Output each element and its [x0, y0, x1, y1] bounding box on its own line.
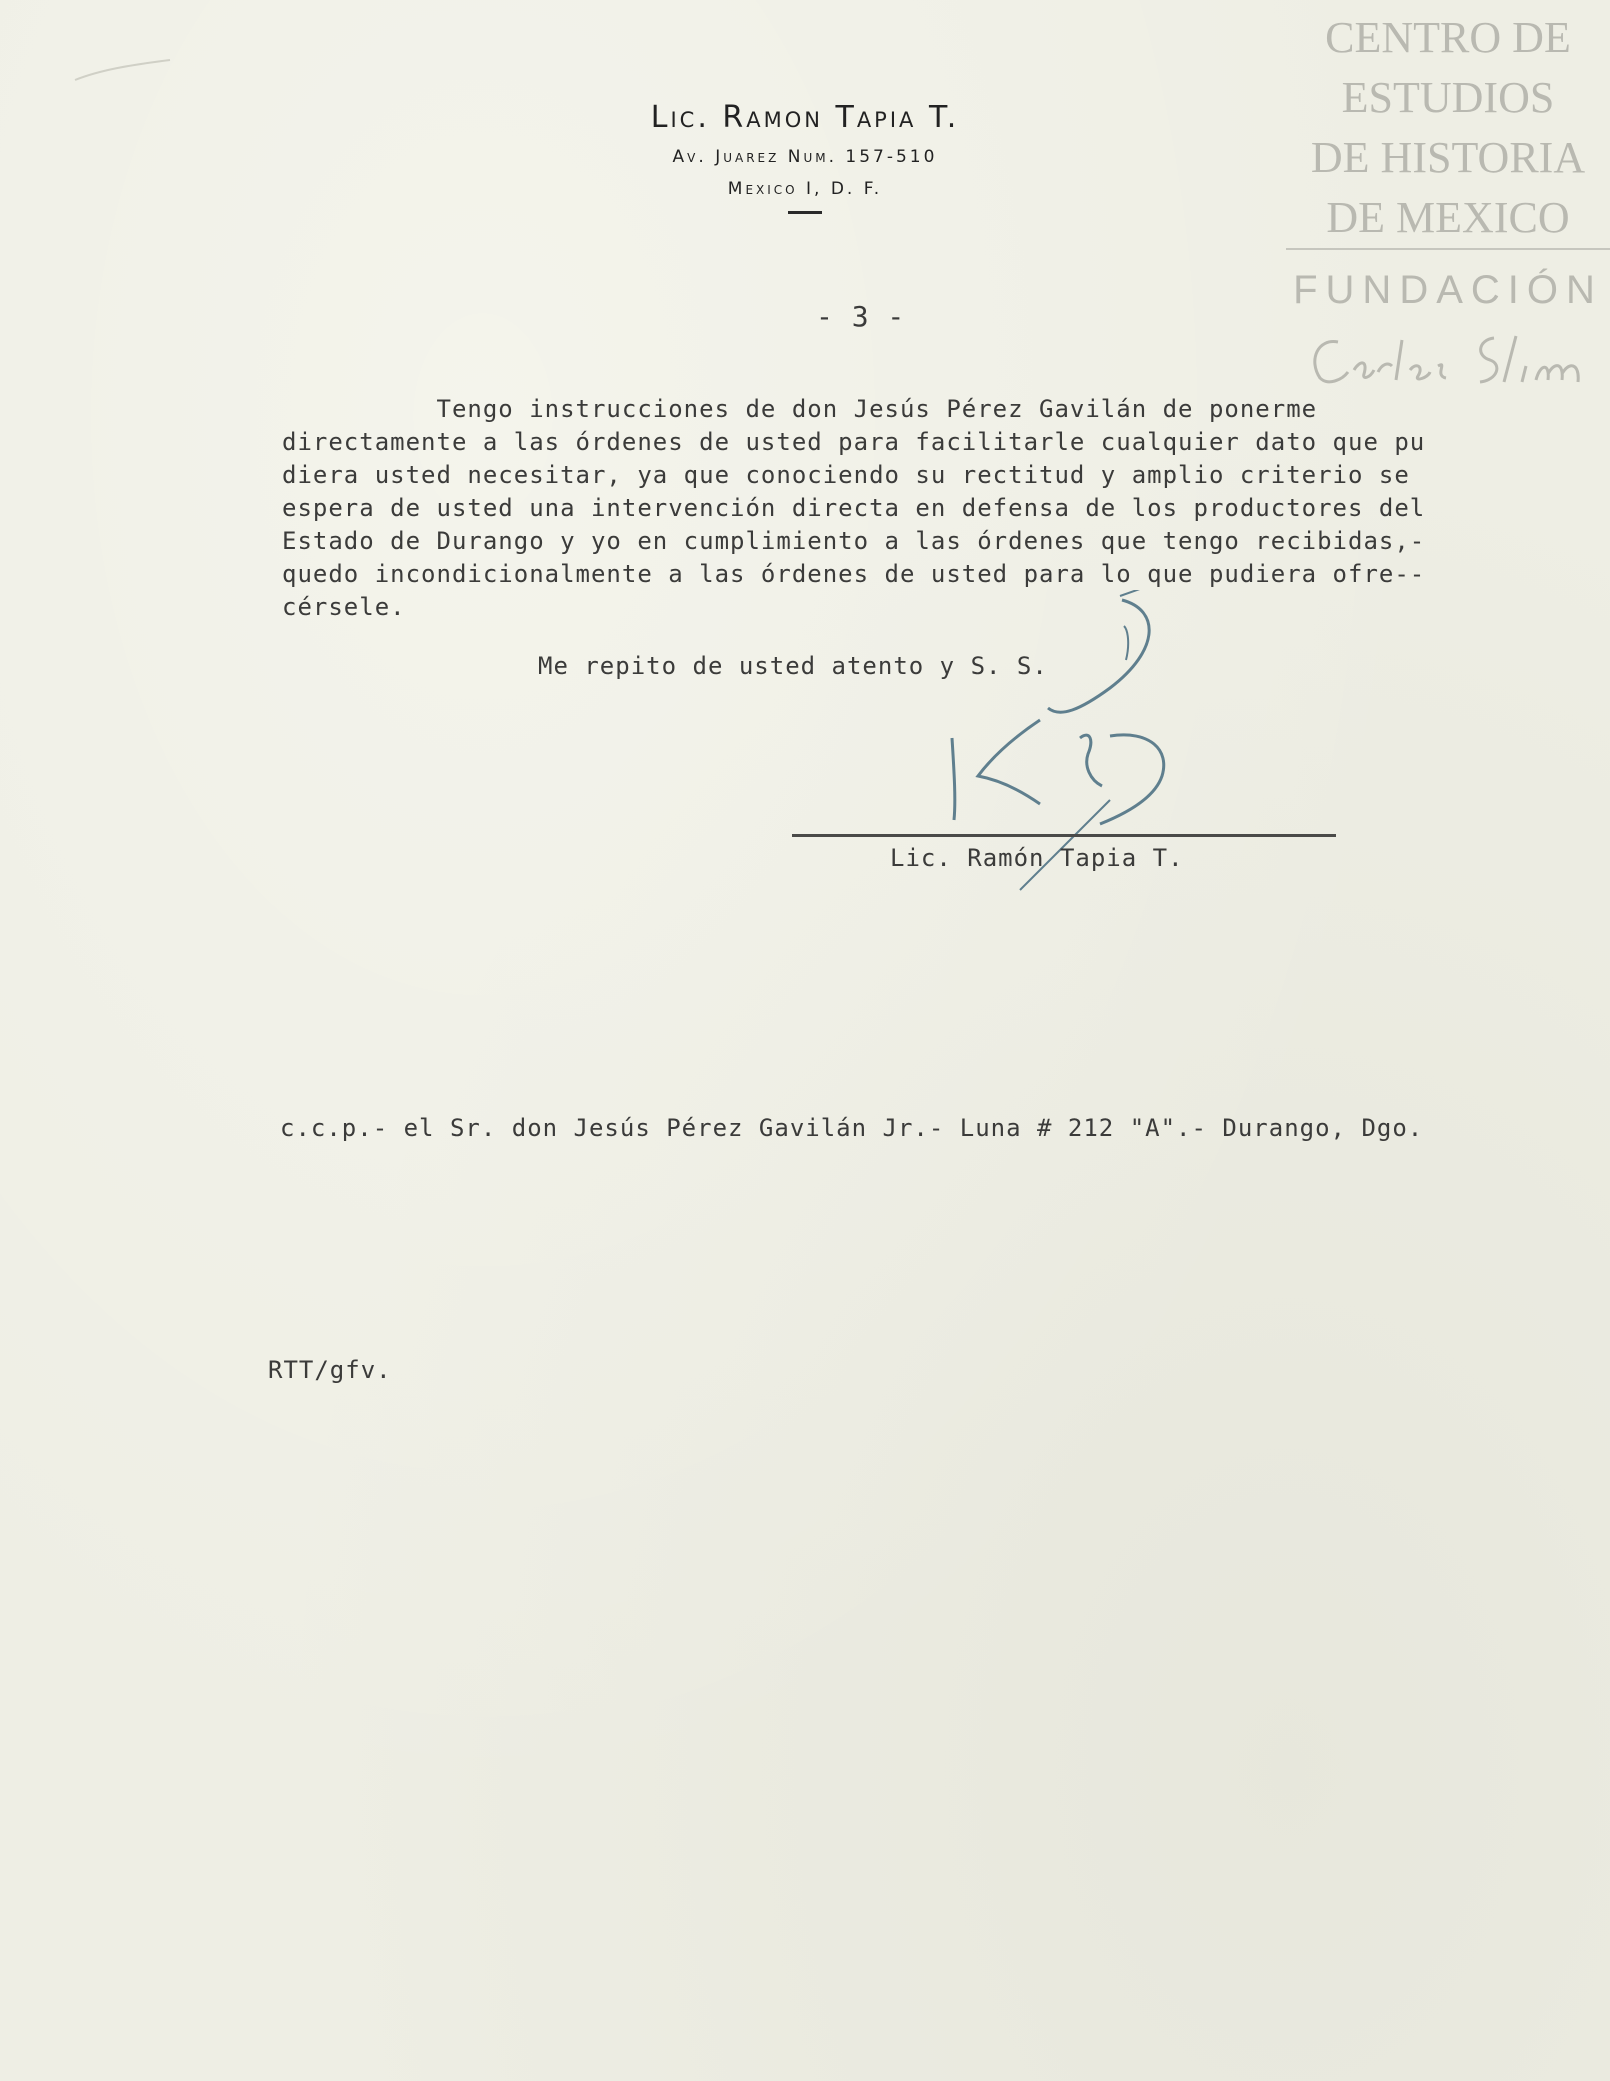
body-line: Tengo instrucciones de don Jesús Pérez Gavilán de ponerme [282, 395, 1318, 423]
watermark-line: ESTUDIOS [1341, 73, 1555, 122]
watermark-signature-icon [1298, 320, 1598, 400]
letterhead-city: Mexico I, D. F. [727, 179, 883, 199]
watermark-line: DE HISTORIA [1310, 133, 1586, 182]
watermark-institution [1286, 8, 1610, 248]
signature-rule [792, 834, 1336, 837]
watermark-foundation: FUNDACIÓN [1293, 268, 1603, 312]
letterhead-address: Av. Juarez Num. 157-510 [672, 147, 938, 167]
letterhead-name: Lic. Ramon Tapia T. [650, 100, 960, 135]
body-line: directamente a las órdenes de usted para facilitarle cualquier dato que pu [282, 428, 1426, 456]
body-line: cérsele. [282, 593, 406, 621]
paper-smudge-icon [70, 40, 190, 100]
signer-name: Lic. Ramón Tapia T. [890, 844, 1184, 872]
body-line: diera usted necesitar, ya que conociendo su rectitud y amplio criterio se [282, 461, 1410, 489]
carbon-copy-line: c.c.p.- el Sr. don Jesús Pérez Gavilán Jr.- Luna # 212 "A".- Durango, Dgo. [280, 1114, 1424, 1142]
body-line: Estado de Durango y yo en cumplimiento a las órdenes que tengo recibidas,- [282, 527, 1426, 555]
page-number: - 3 - [816, 300, 906, 333]
watermark-divider [1286, 248, 1610, 250]
letterhead [500, 100, 1110, 214]
watermark-line: CENTRO DE [1325, 13, 1571, 62]
reference-initials: RTT/gfv. [268, 1356, 392, 1384]
body-line: quedo incondicionalmente a las órdenes de usted para lo que pudiera ofre-- [282, 560, 1426, 588]
letterhead-rule [788, 211, 822, 214]
closing-line: Me repito de usted atento y S. S. [538, 652, 1048, 680]
watermark-line: DE MEXICO [1326, 193, 1570, 242]
body-line: espera de usted una intervención directa en defensa de los productores del [282, 494, 1426, 522]
